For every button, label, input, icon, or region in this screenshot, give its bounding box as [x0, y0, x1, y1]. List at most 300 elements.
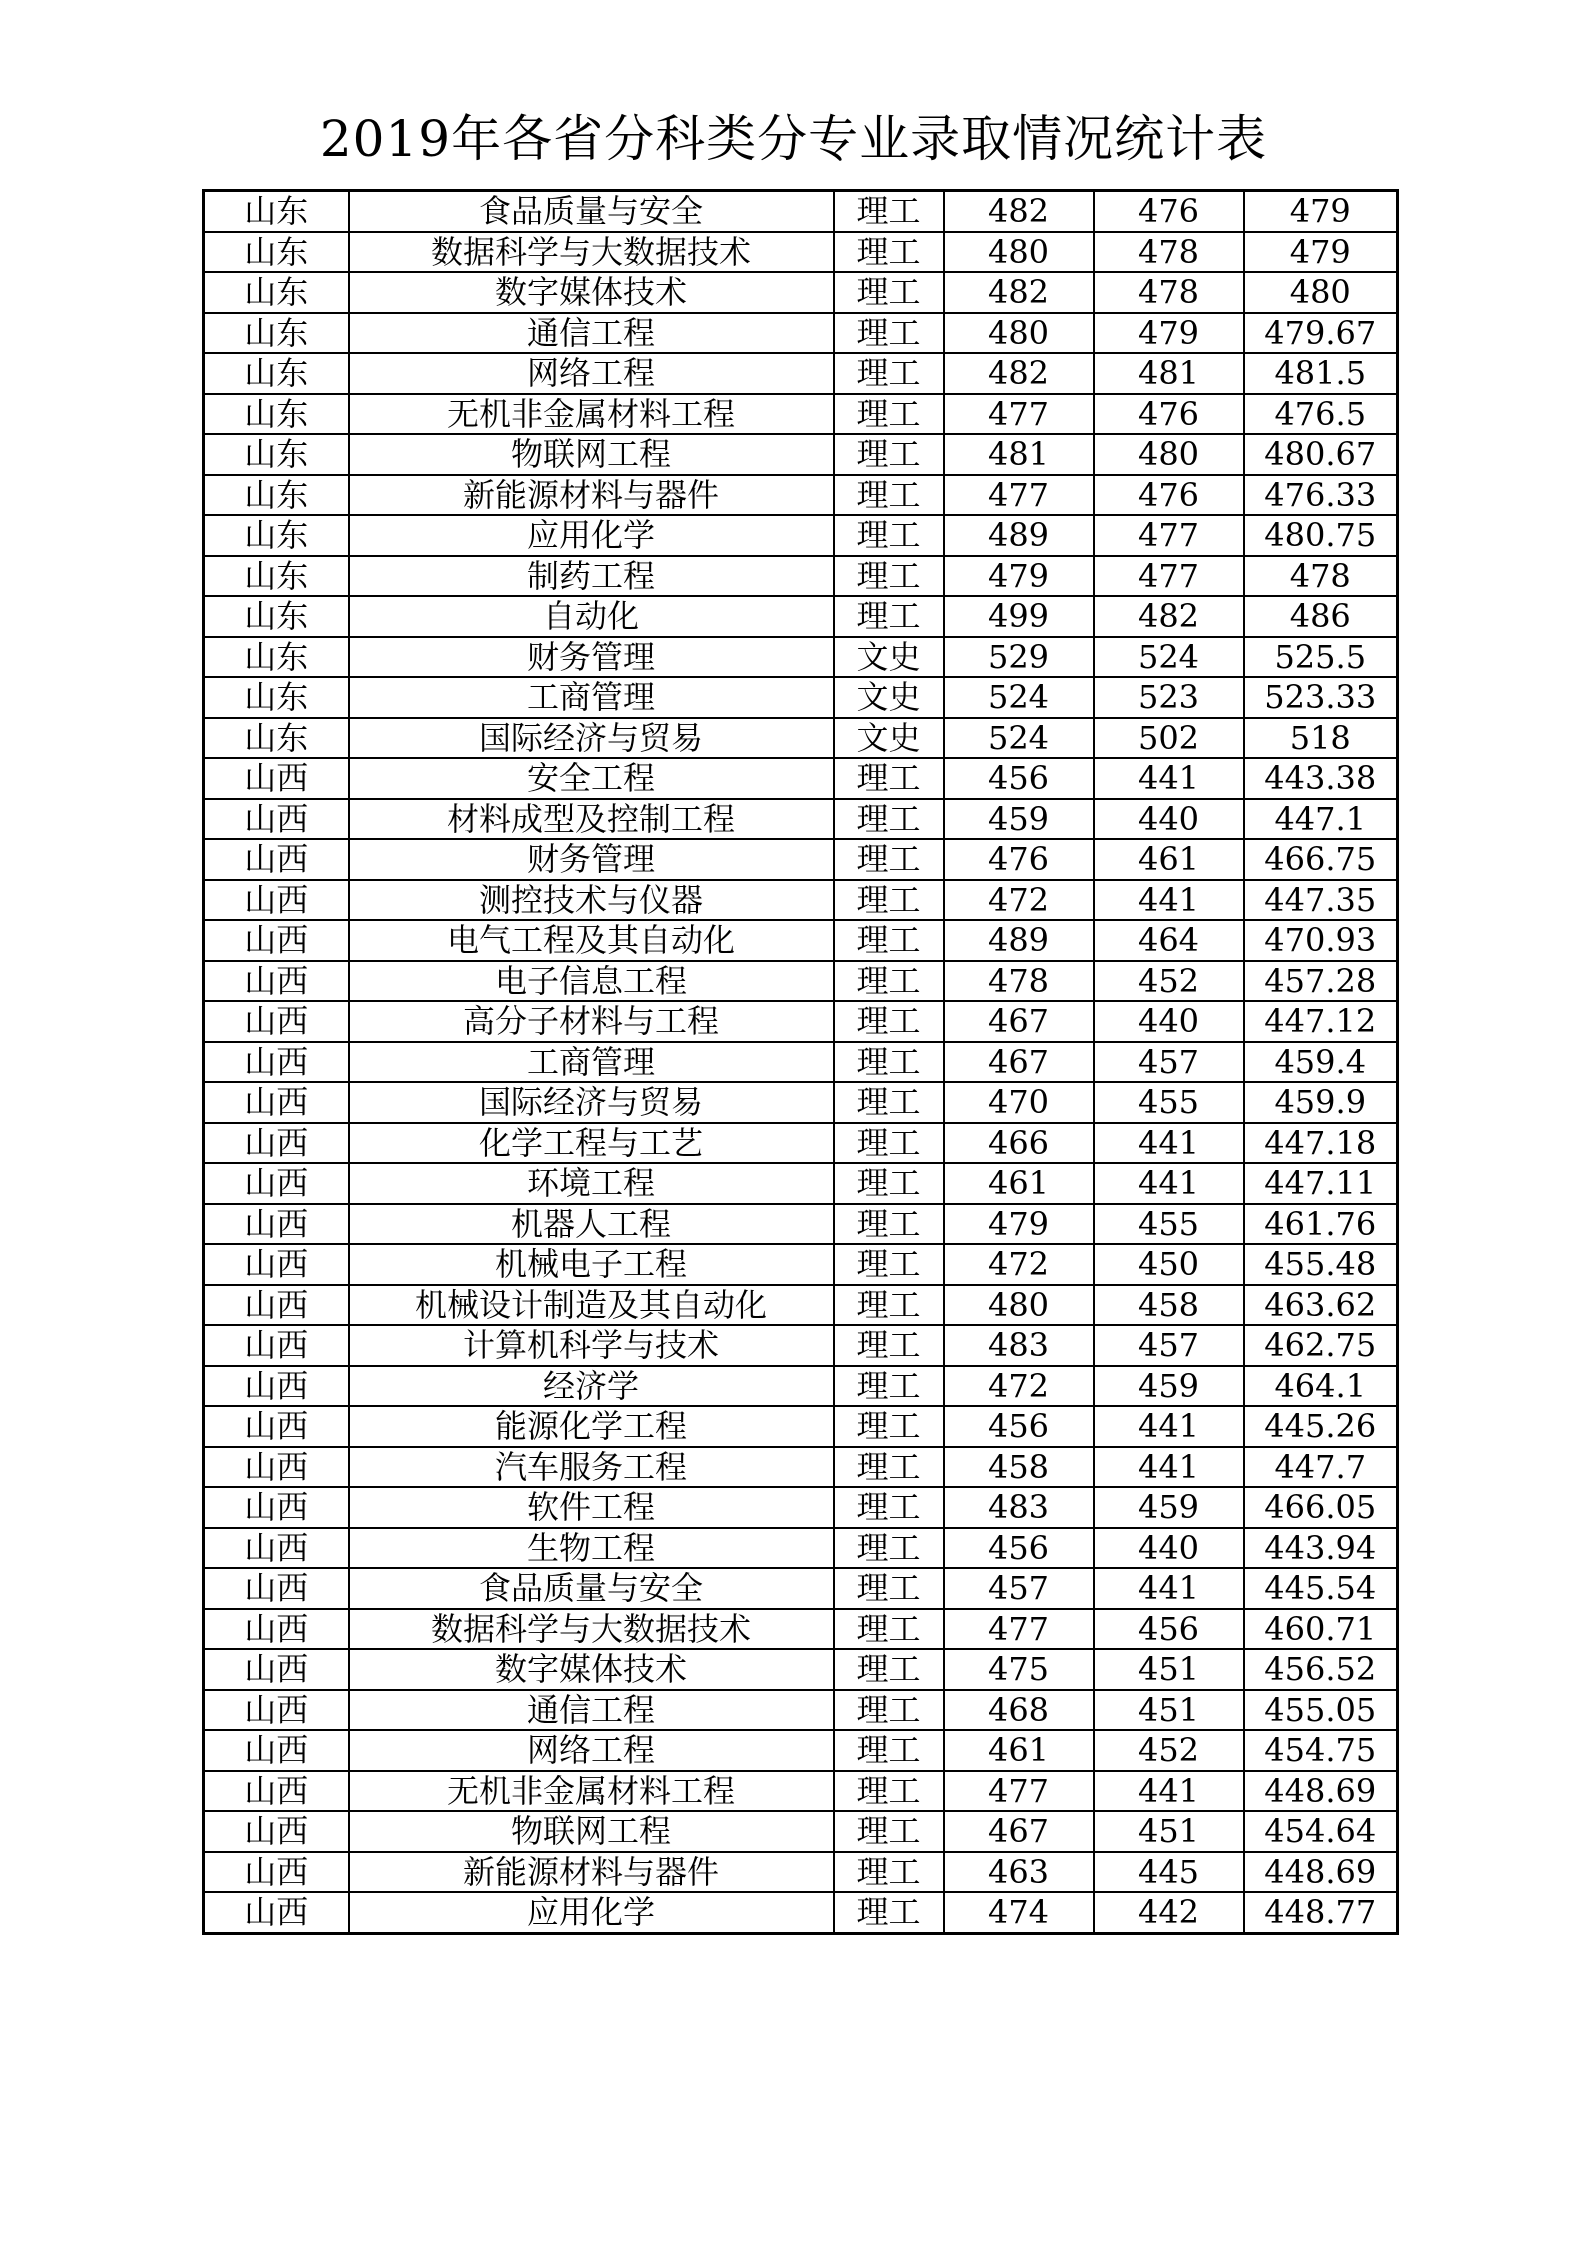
province-cell: 山西 — [204, 1285, 349, 1326]
table-row — [204, 1852, 1398, 1893]
category-cell: 理工 — [834, 839, 944, 880]
major-cell: 应用化学 — [349, 1892, 834, 1933]
table-row — [204, 961, 1398, 1002]
avg-score-cell: 463.62 — [1244, 1285, 1398, 1326]
avg-score-cell: 525.5 — [1244, 637, 1398, 678]
table-row — [204, 880, 1398, 921]
category-cell: 理工 — [834, 1406, 944, 1447]
table-row — [204, 1244, 1398, 1285]
avg-score-cell: 447.35 — [1244, 880, 1398, 921]
category-cell: 理工 — [834, 272, 944, 313]
min-score-cell: 476 — [1094, 475, 1244, 516]
category-cell: 理工 — [834, 232, 944, 273]
min-score-cell: 476 — [1094, 394, 1244, 435]
category-cell: 理工 — [834, 191, 944, 232]
major-cell: 安全工程 — [349, 758, 834, 799]
avg-score-cell: 523.33 — [1244, 677, 1398, 718]
category-cell: 理工 — [834, 1123, 944, 1164]
major-cell: 国际经济与贸易 — [349, 1082, 834, 1123]
avg-score-cell: 476.5 — [1244, 394, 1398, 435]
province-cell: 山东 — [204, 718, 349, 759]
category-cell: 理工 — [834, 1082, 944, 1123]
category-cell: 理工 — [834, 1204, 944, 1245]
major-cell: 无机非金属材料工程 — [349, 394, 834, 435]
avg-score-cell: 486 — [1244, 596, 1398, 637]
avg-score-cell: 447.11 — [1244, 1163, 1398, 1204]
major-cell: 材料成型及控制工程 — [349, 799, 834, 840]
avg-score-cell: 448.69 — [1244, 1771, 1398, 1812]
table-row — [204, 313, 1398, 354]
avg-score-cell: 476.33 — [1244, 475, 1398, 516]
max-score-cell: 470 — [944, 1082, 1094, 1123]
max-score-cell: 475 — [944, 1649, 1094, 1690]
table-row — [204, 232, 1398, 273]
category-cell: 理工 — [834, 1001, 944, 1042]
min-score-cell: 441 — [1094, 1163, 1244, 1204]
province-cell: 山西 — [204, 1487, 349, 1528]
max-score-cell: 467 — [944, 1042, 1094, 1083]
max-score-cell: 529 — [944, 637, 1094, 678]
table-row — [204, 1285, 1398, 1326]
province-cell: 山东 — [204, 232, 349, 273]
province-cell: 山西 — [204, 839, 349, 880]
avg-score-cell: 466.75 — [1244, 839, 1398, 880]
table-row — [204, 1082, 1398, 1123]
max-score-cell: 461 — [944, 1730, 1094, 1771]
major-cell: 物联网工程 — [349, 434, 834, 475]
table-row — [204, 1163, 1398, 1204]
max-score-cell: 482 — [944, 272, 1094, 313]
major-cell: 财务管理 — [349, 637, 834, 678]
major-cell: 网络工程 — [349, 1730, 834, 1771]
table-row — [204, 1042, 1398, 1083]
table-row — [204, 799, 1398, 840]
province-cell: 山西 — [204, 1366, 349, 1407]
table-row — [204, 839, 1398, 880]
major-cell: 财务管理 — [349, 839, 834, 880]
major-cell: 应用化学 — [349, 515, 834, 556]
table-row — [204, 1609, 1398, 1650]
max-score-cell: 480 — [944, 232, 1094, 273]
table-row — [204, 1771, 1398, 1812]
table-row — [204, 272, 1398, 313]
major-cell: 机械设计制造及其自动化 — [349, 1285, 834, 1326]
major-cell: 数字媒体技术 — [349, 272, 834, 313]
avg-score-cell: 479 — [1244, 191, 1398, 232]
major-cell: 国际经济与贸易 — [349, 718, 834, 759]
table-row — [204, 637, 1398, 678]
category-cell: 理工 — [834, 1285, 944, 1326]
avg-score-cell: 470.93 — [1244, 920, 1398, 961]
max-score-cell: 524 — [944, 718, 1094, 759]
min-score-cell: 457 — [1094, 1325, 1244, 1366]
min-score-cell: 457 — [1094, 1042, 1244, 1083]
province-cell: 山东 — [204, 637, 349, 678]
max-score-cell: 477 — [944, 1771, 1094, 1812]
avg-score-cell: 454.64 — [1244, 1811, 1398, 1852]
max-score-cell: 467 — [944, 1001, 1094, 1042]
min-score-cell: 456 — [1094, 1609, 1244, 1650]
min-score-cell: 450 — [1094, 1244, 1244, 1285]
max-score-cell: 479 — [944, 556, 1094, 597]
province-cell: 山西 — [204, 1609, 349, 1650]
major-cell: 网络工程 — [349, 353, 834, 394]
min-score-cell: 479 — [1094, 313, 1244, 354]
min-score-cell: 477 — [1094, 515, 1244, 556]
category-cell: 理工 — [834, 1366, 944, 1407]
category-cell: 理工 — [834, 1528, 944, 1569]
province-cell: 山西 — [204, 1123, 349, 1164]
table-row — [204, 353, 1398, 394]
max-score-cell: 524 — [944, 677, 1094, 718]
category-cell: 理工 — [834, 1690, 944, 1731]
category-cell: 理工 — [834, 475, 944, 516]
province-cell: 山西 — [204, 920, 349, 961]
table-row — [204, 434, 1398, 475]
major-cell: 测控技术与仪器 — [349, 880, 834, 921]
province-cell: 山西 — [204, 1406, 349, 1447]
max-score-cell: 472 — [944, 880, 1094, 921]
province-cell: 山西 — [204, 961, 349, 1002]
category-cell: 理工 — [834, 515, 944, 556]
category-cell: 理工 — [834, 1730, 944, 1771]
table-row — [204, 718, 1398, 759]
min-score-cell: 452 — [1094, 961, 1244, 1002]
province-cell: 山东 — [204, 394, 349, 435]
category-cell: 文史 — [834, 718, 944, 759]
avg-score-cell: 480.75 — [1244, 515, 1398, 556]
major-cell: 物联网工程 — [349, 1811, 834, 1852]
province-cell: 山东 — [204, 677, 349, 718]
province-cell: 山西 — [204, 1568, 349, 1609]
major-cell: 无机非金属材料工程 — [349, 1771, 834, 1812]
table-row — [204, 1001, 1398, 1042]
category-cell: 文史 — [834, 637, 944, 678]
avg-score-cell: 443.38 — [1244, 758, 1398, 799]
table-row — [204, 1487, 1398, 1528]
max-score-cell: 457 — [944, 1568, 1094, 1609]
max-score-cell: 461 — [944, 1163, 1094, 1204]
avg-score-cell: 461.76 — [1244, 1204, 1398, 1245]
avg-score-cell: 445.26 — [1244, 1406, 1398, 1447]
avg-score-cell: 457.28 — [1244, 961, 1398, 1002]
max-score-cell: 476 — [944, 839, 1094, 880]
major-cell: 制药工程 — [349, 556, 834, 597]
category-cell: 理工 — [834, 1892, 944, 1933]
avg-score-cell: 459.9 — [1244, 1082, 1398, 1123]
category-cell: 理工 — [834, 1568, 944, 1609]
min-score-cell: 480 — [1094, 434, 1244, 475]
max-score-cell: 482 — [944, 353, 1094, 394]
avg-score-cell: 464.1 — [1244, 1366, 1398, 1407]
category-cell: 理工 — [834, 1042, 944, 1083]
category-cell: 理工 — [834, 1811, 944, 1852]
max-score-cell: 459 — [944, 799, 1094, 840]
table-row — [204, 1811, 1398, 1852]
table-row — [204, 1568, 1398, 1609]
province-cell: 山西 — [204, 1082, 349, 1123]
category-cell: 理工 — [834, 394, 944, 435]
table-row — [204, 556, 1398, 597]
province-cell: 山西 — [204, 1811, 349, 1852]
table-body — [204, 191, 1398, 1934]
category-cell: 理工 — [834, 353, 944, 394]
avg-score-cell: 455.05 — [1244, 1690, 1398, 1731]
category-cell: 理工 — [834, 758, 944, 799]
major-cell: 计算机科学与技术 — [349, 1325, 834, 1366]
min-score-cell: 482 — [1094, 596, 1244, 637]
max-score-cell: 483 — [944, 1487, 1094, 1528]
major-cell: 数据科学与大数据技术 — [349, 232, 834, 273]
table-row — [204, 1406, 1398, 1447]
major-cell: 新能源材料与器件 — [349, 475, 834, 516]
max-score-cell: 456 — [944, 1528, 1094, 1569]
max-score-cell: 480 — [944, 1285, 1094, 1326]
avg-score-cell: 455.48 — [1244, 1244, 1398, 1285]
min-score-cell: 440 — [1094, 799, 1244, 840]
table-row — [204, 1366, 1398, 1407]
max-score-cell: 474 — [944, 1892, 1094, 1933]
avg-score-cell: 447.18 — [1244, 1123, 1398, 1164]
min-score-cell: 458 — [1094, 1285, 1244, 1326]
major-cell: 环境工程 — [349, 1163, 834, 1204]
table-row — [204, 1204, 1398, 1245]
min-score-cell: 441 — [1094, 758, 1244, 799]
province-cell: 山东 — [204, 313, 349, 354]
avg-score-cell: 456.52 — [1244, 1649, 1398, 1690]
max-score-cell: 456 — [944, 758, 1094, 799]
province-cell: 山西 — [204, 1892, 349, 1933]
avg-score-cell: 460.71 — [1244, 1609, 1398, 1650]
province-cell: 山西 — [204, 1730, 349, 1771]
avg-score-cell: 443.94 — [1244, 1528, 1398, 1569]
table-row — [204, 191, 1398, 232]
table-row — [204, 1447, 1398, 1488]
category-cell: 理工 — [834, 1771, 944, 1812]
document-title: 2019年各省分科类分专业录取情况统计表 — [319, 110, 1268, 168]
max-score-cell: 456 — [944, 1406, 1094, 1447]
province-cell: 山东 — [204, 434, 349, 475]
category-cell: 理工 — [834, 313, 944, 354]
category-cell: 理工 — [834, 1163, 944, 1204]
major-cell: 机器人工程 — [349, 1204, 834, 1245]
max-score-cell: 479 — [944, 1204, 1094, 1245]
max-score-cell: 472 — [944, 1366, 1094, 1407]
major-cell: 汽车服务工程 — [349, 1447, 834, 1488]
province-cell: 山西 — [204, 758, 349, 799]
min-score-cell: 502 — [1094, 718, 1244, 759]
province-cell: 山西 — [204, 799, 349, 840]
province-cell: 山西 — [204, 1649, 349, 1690]
table-row — [204, 475, 1398, 516]
major-cell: 经济学 — [349, 1366, 834, 1407]
min-score-cell: 451 — [1094, 1649, 1244, 1690]
major-cell: 食品质量与安全 — [349, 1568, 834, 1609]
avg-score-cell: 448.77 — [1244, 1892, 1398, 1933]
category-cell: 理工 — [834, 1244, 944, 1285]
min-score-cell: 445 — [1094, 1852, 1244, 1893]
avg-score-cell: 481.5 — [1244, 353, 1398, 394]
min-score-cell: 476 — [1094, 191, 1244, 232]
province-cell: 山西 — [204, 1690, 349, 1731]
max-score-cell: 463 — [944, 1852, 1094, 1893]
avg-score-cell: 480.67 — [1244, 434, 1398, 475]
category-cell: 理工 — [834, 556, 944, 597]
max-score-cell: 489 — [944, 920, 1094, 961]
min-score-cell: 441 — [1094, 1406, 1244, 1447]
max-score-cell: 480 — [944, 313, 1094, 354]
category-cell: 文史 — [834, 677, 944, 718]
min-score-cell: 459 — [1094, 1487, 1244, 1528]
category-cell: 理工 — [834, 1649, 944, 1690]
avg-score-cell: 447.12 — [1244, 1001, 1398, 1042]
major-cell: 通信工程 — [349, 1690, 834, 1731]
province-cell: 山西 — [204, 1325, 349, 1366]
min-score-cell: 451 — [1094, 1811, 1244, 1852]
min-score-cell: 441 — [1094, 880, 1244, 921]
table-row — [204, 1892, 1398, 1933]
avg-score-cell: 478 — [1244, 556, 1398, 597]
major-cell: 电气工程及其自动化 — [349, 920, 834, 961]
max-score-cell: 466 — [944, 1123, 1094, 1164]
category-cell: 理工 — [834, 880, 944, 921]
table-row — [204, 1528, 1398, 1569]
major-cell: 工商管理 — [349, 677, 834, 718]
table-row — [204, 677, 1398, 718]
max-score-cell: 477 — [944, 1609, 1094, 1650]
avg-score-cell: 447.1 — [1244, 799, 1398, 840]
max-score-cell: 499 — [944, 596, 1094, 637]
major-cell: 高分子材料与工程 — [349, 1001, 834, 1042]
max-score-cell: 472 — [944, 1244, 1094, 1285]
province-cell: 山东 — [204, 353, 349, 394]
major-cell: 软件工程 — [349, 1487, 834, 1528]
category-cell: 理工 — [834, 596, 944, 637]
major-cell: 新能源材料与器件 — [349, 1852, 834, 1893]
max-score-cell: 482 — [944, 191, 1094, 232]
min-score-cell: 441 — [1094, 1771, 1244, 1812]
avg-score-cell: 447.7 — [1244, 1447, 1398, 1488]
admission-score-table — [202, 189, 1399, 1935]
category-cell: 理工 — [834, 961, 944, 1002]
major-cell: 机械电子工程 — [349, 1244, 834, 1285]
province-cell: 山西 — [204, 1204, 349, 1245]
table-row — [204, 1690, 1398, 1731]
category-cell: 理工 — [834, 434, 944, 475]
avg-score-cell: 462.75 — [1244, 1325, 1398, 1366]
category-cell: 理工 — [834, 1609, 944, 1650]
major-cell: 能源化学工程 — [349, 1406, 834, 1447]
table-row — [204, 1730, 1398, 1771]
table-row — [204, 515, 1398, 556]
major-cell: 数据科学与大数据技术 — [349, 1609, 834, 1650]
province-cell: 山西 — [204, 1852, 349, 1893]
min-score-cell: 459 — [1094, 1366, 1244, 1407]
major-cell: 化学工程与工艺 — [349, 1123, 834, 1164]
province-cell: 山西 — [204, 1447, 349, 1488]
avg-score-cell: 448.69 — [1244, 1852, 1398, 1893]
category-cell: 理工 — [834, 920, 944, 961]
min-score-cell: 478 — [1094, 232, 1244, 273]
max-score-cell: 478 — [944, 961, 1094, 1002]
province-cell: 山西 — [204, 1163, 349, 1204]
table-row — [204, 758, 1398, 799]
major-cell: 工商管理 — [349, 1042, 834, 1083]
min-score-cell: 478 — [1094, 272, 1244, 313]
table-row — [204, 394, 1398, 435]
category-cell: 理工 — [834, 1447, 944, 1488]
min-score-cell: 441 — [1094, 1568, 1244, 1609]
min-score-cell: 481 — [1094, 353, 1244, 394]
province-cell: 山西 — [204, 1001, 349, 1042]
major-cell: 自动化 — [349, 596, 834, 637]
province-cell: 山东 — [204, 515, 349, 556]
province-cell: 山西 — [204, 1771, 349, 1812]
category-cell: 理工 — [834, 1852, 944, 1893]
table-row — [204, 1123, 1398, 1164]
min-score-cell: 523 — [1094, 677, 1244, 718]
max-score-cell: 477 — [944, 394, 1094, 435]
category-cell: 理工 — [834, 1325, 944, 1366]
min-score-cell: 440 — [1094, 1528, 1244, 1569]
min-score-cell: 441 — [1094, 1123, 1244, 1164]
max-score-cell: 468 — [944, 1690, 1094, 1731]
avg-score-cell: 459.4 — [1244, 1042, 1398, 1083]
category-cell: 理工 — [834, 799, 944, 840]
avg-score-cell: 466.05 — [1244, 1487, 1398, 1528]
province-cell: 山西 — [204, 1528, 349, 1569]
major-cell: 生物工程 — [349, 1528, 834, 1569]
min-score-cell: 464 — [1094, 920, 1244, 961]
province-cell: 山西 — [204, 1244, 349, 1285]
min-score-cell: 451 — [1094, 1690, 1244, 1731]
table-row — [204, 920, 1398, 961]
min-score-cell: 524 — [1094, 637, 1244, 678]
avg-score-cell: 480 — [1244, 272, 1398, 313]
province-cell: 山东 — [204, 475, 349, 516]
major-cell: 食品质量与安全 — [349, 191, 834, 232]
province-cell: 山东 — [204, 272, 349, 313]
province-cell: 山东 — [204, 191, 349, 232]
province-cell: 山东 — [204, 596, 349, 637]
avg-score-cell: 454.75 — [1244, 1730, 1398, 1771]
min-score-cell: 452 — [1094, 1730, 1244, 1771]
max-score-cell: 458 — [944, 1447, 1094, 1488]
province-cell: 山西 — [204, 1042, 349, 1083]
table-row — [204, 596, 1398, 637]
min-score-cell: 455 — [1094, 1204, 1244, 1245]
min-score-cell: 442 — [1094, 1892, 1244, 1933]
avg-score-cell: 479.67 — [1244, 313, 1398, 354]
table-row — [204, 1325, 1398, 1366]
max-score-cell: 477 — [944, 475, 1094, 516]
min-score-cell: 461 — [1094, 839, 1244, 880]
avg-score-cell: 518 — [1244, 718, 1398, 759]
min-score-cell: 455 — [1094, 1082, 1244, 1123]
major-cell: 通信工程 — [349, 313, 834, 354]
max-score-cell: 483 — [944, 1325, 1094, 1366]
max-score-cell: 481 — [944, 434, 1094, 475]
major-cell: 电子信息工程 — [349, 961, 834, 1002]
min-score-cell: 440 — [1094, 1001, 1244, 1042]
major-cell: 数字媒体技术 — [349, 1649, 834, 1690]
min-score-cell: 477 — [1094, 556, 1244, 597]
avg-score-cell: 479 — [1244, 232, 1398, 273]
category-cell: 理工 — [834, 1487, 944, 1528]
province-cell: 山东 — [204, 556, 349, 597]
table-row — [204, 1649, 1398, 1690]
max-score-cell: 489 — [944, 515, 1094, 556]
